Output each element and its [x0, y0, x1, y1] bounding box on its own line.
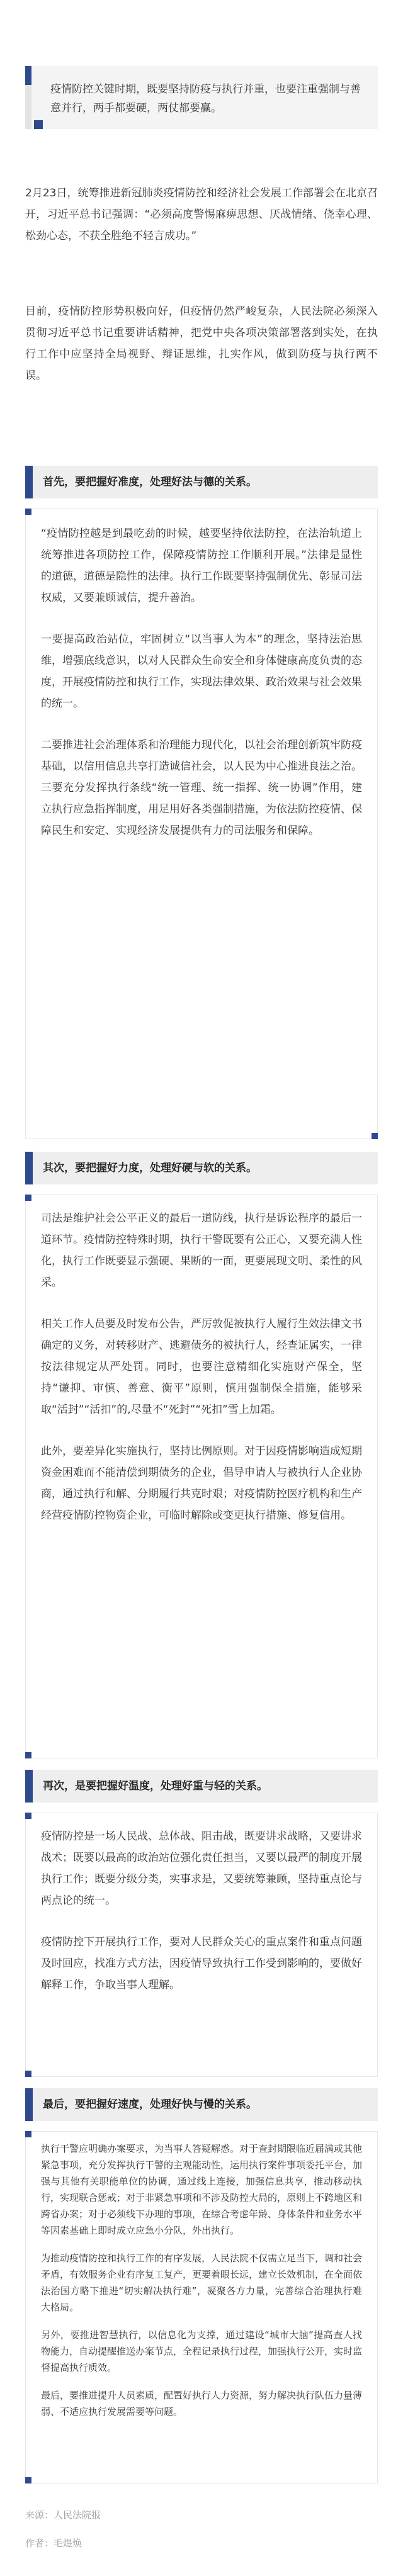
- section-paragraph: 一要提高政治站位，牢固树立“以当事人为本”的理念，坚持法治思维，增强底线意识，以对人民群众生命安全和身体健康高度负责的态度，开展疫情防控和执行工作，实现法律效果、政治效果与社会效果的统一。: [41, 633, 362, 710]
- section-box-1: [25, 509, 378, 1139]
- section-paragraph: 疫情防控下开展执行工作，要对人民群众关心的重点案件和重点问题及时回应，找准方式方法，因疫情导致执行工作受到影响的，要做好解释工作，争取当事人理解。: [41, 1936, 362, 1991]
- section-paragraph: 另外，要推进智慧执行，以信息化为支撑，通过建设“城市大脑”提高查人找物能力，自动提醒推送办案节点，全程记录执行过程，加强执行公开，实时监督提高执行质效。: [41, 2329, 363, 2373]
- section-heading-3: [25, 1770, 378, 1803]
- quote-accent-bar: [25, 66, 31, 85]
- lead-text: 疫情防控关键时期，既要坚持防疫与执行并重，也要注重强制与善意并行，两手都要硬，两仗都要赢。: [50, 83, 361, 115]
- heading-accent-bar: [25, 1770, 33, 1803]
- box-corner: [372, 1133, 378, 1139]
- box-corner: [25, 2071, 31, 2077]
- section-heading-2: [25, 1152, 378, 1184]
- section-paragraph: 二要推进社会治理体系和治理能力现代化，以社会治理创新筑牢防疫基础，以信用信息共享打造诚信社会，以人民为中心推进良法之治。三要充分发挥执行条线“统一管理、统一指挥、统一协调”作用，建立执行应急指挥制度，用足用好各类强制措施，为依法防控疫情、保障民生和安定、实现经济发展提供有力的司法服务和保障。: [41, 739, 362, 837]
- section-box-3: [25, 1813, 378, 2077]
- heading-accent-bar: [25, 1152, 33, 1184]
- lead-quote-box: [25, 66, 378, 129]
- quote-accent-square: [34, 120, 43, 129]
- box-corner: [25, 1752, 31, 1758]
- section-box-2: [25, 1195, 378, 1758]
- section-paragraph: 最后，要推进提升人员素质，配置好执行人力资源，努力解决执行队伍力量薄弱、不适应执行发展需要等问题。: [41, 2390, 363, 2417]
- box-corner: [25, 1195, 31, 1201]
- section-box-4: [25, 2131, 378, 2483]
- section-paragraph: 为推动疫情防控和执行工作的有序发展，人民法院不仅需立足当下，调和社会矛盾，有效服务企业有序复工复产，更要着眼长远，建立长效机制，在全面依法治国方略下推进“切实解决执行难”，凝聚各方力量，完善综合治理执行难大格局。: [41, 2253, 363, 2313]
- box-corner: [25, 2131, 31, 2137]
- author-line: 作者：毛煜焕: [25, 2538, 82, 2549]
- section-paragraph: “疫情防控越是到最吃劲的时候，越要坚持依法防控，在法治轨道上统筹推进各项防控工作，保障疫情防控工作顺利开展。”法律是显性的道德，道德是隐性的法律。执行工作既要坚持强制优先、彰显司法权威，又要兼顾诚信，提升善治。: [41, 527, 362, 604]
- section-paragraph: 执行干警应明确办案要求，为当事人答疑解惑。对于查封期限临近届满或其他紧急事项，充分发挥执行干警的主观能动性，运用执行案件事项委托平台，加强与其他有关职能单位的协调，通过线上连接，加强信息共享，推动移动执行，实现联合惩戒；对于非紧急事项和不涉及防控大局的，原则上不跨地区和跨省办案；对于必须线下办理的事项，在综合考虑年龄、身体条件和业务水平等因素基础上即时成立应急小分队，外出执行。: [41, 2143, 363, 2236]
- section-paragraph: 司法是维护社会公平正义的最后一道防线，执行是诉讼程序的最后一道环节。疫情防控特殊时期，执行干警既要有公正心，又要充满人性化，执行工作既要显示强硬、果断的一面，更要展现文明、柔性的风采。: [41, 1212, 362, 1289]
- section-heading-text: 首先，要把握好准度，处理好法与德的关系。: [43, 476, 257, 488]
- section-heading-text: 其次，要把握好力度，处理好硬与软的关系。: [43, 1162, 257, 1174]
- section-paragraph: 疫情防控是一场人民战、总体战、阻击战，既要讲求战略，又要讲求战术；既要以最高的政治站位强化责任担当，又要以最严的制度开展执行工作；既要分级分类，实事求是，又要统筹兼顾，坚持重点论与两点论的统一。: [41, 1830, 362, 1907]
- source-line: 来源：人民法院报: [25, 2509, 101, 2521]
- section-paragraph: 此外，要差异化实施执行，坚持比例原则。对于因疫情影响造成短期资金困难而不能清偿到期债务的企业，倡导申请人与被执行人企业协商，通过执行和解、分期履行共克时艰；对疫情防控医疗机构和生产经营疫情防控物资企业，可临时解除或变更执行措施、修复信用。: [41, 1445, 362, 1522]
- heading-accent-bar: [25, 466, 33, 498]
- section-heading-text: 最后，要把握好速度，处理好快与慢的关系。: [43, 2098, 257, 2111]
- section-heading-1: [25, 466, 378, 498]
- intro-paragraph-1: 2月23日，统筹推进新冠肺炎疫情防控和经济社会发展工作部署会在北京召开，习近平总书记强调：“必须高度警惕麻痹思想、厌战情绪、侥幸心理、松劲心态，不获全胜绝不轻言成功。”: [25, 187, 378, 242]
- intro-paragraph-2: 目前，疫情防控形势积极向好，但疫情仍然严峻复杂，人民法院必须深入贯彻习近平总书记重要讲话精神，把党中央各项决策部署落到实处，在执行工作中应坚持全局视野、辩证思维，扎实作风，做到防疫与执行两不误。: [25, 305, 378, 382]
- box-corner: [25, 1813, 31, 1819]
- section-heading-4: [25, 2088, 378, 2121]
- section-heading-text: 再次，是要把握好温度，处理好重与轻的关系。: [43, 1780, 268, 1792]
- section-paragraph: 相关工作人员要及时发布公告，严厉敦促被执行人履行生效法律文书确定的义务，对转移财产、逃避债务的被执行人，经查证属实，一律按法律规定从严处罚。同时，也要注意精细化实施财产保全，坚持“谦抑、审慎、善意、衡平”原则，慎用强制保全措施，能够采取“活封”“活扣”的,尽量不“死封”“死扣”雪上加霜。: [41, 1318, 362, 1416]
- heading-accent-bar: [25, 2088, 33, 2121]
- box-corner: [25, 509, 31, 515]
- box-corner: [25, 2477, 31, 2483]
